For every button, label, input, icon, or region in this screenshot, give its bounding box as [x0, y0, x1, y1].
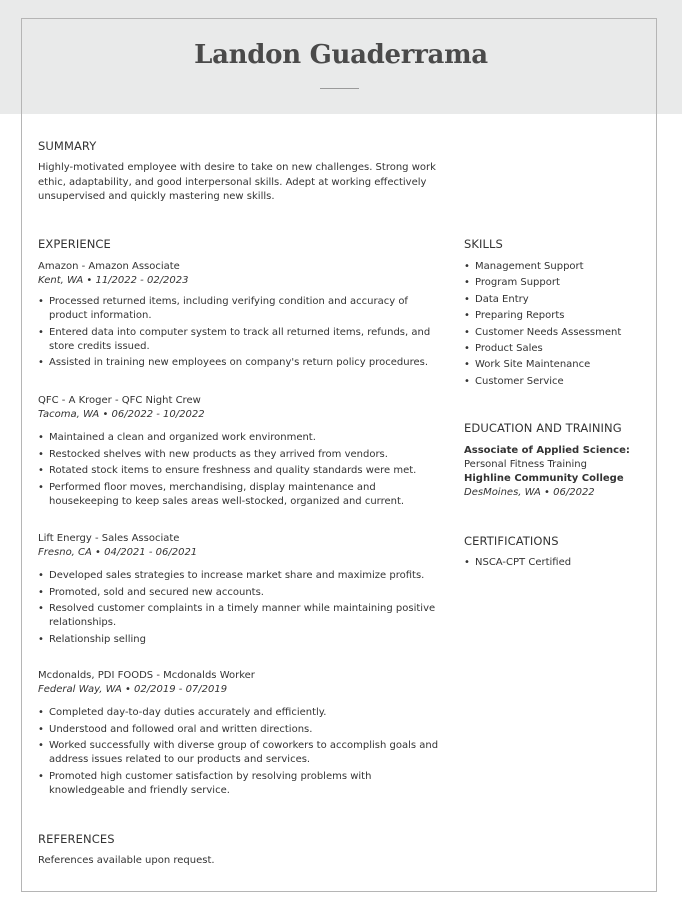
job-title: QFC - A Kroger - QFC Night Crew	[38, 395, 201, 406]
list-item: • Developed sales strategies to increase market share and maximize profits.	[38, 569, 446, 583]
list-item: • Work Site Maintenance	[464, 358, 644, 372]
job-title: Lift Energy - Sales Associate	[38, 533, 180, 544]
education-degree: Associate of Applied Science:	[464, 445, 630, 456]
name-divider	[320, 88, 359, 89]
list-item: • Entered data into computer system to track all returned items, refunds, and store credits issued.	[38, 326, 446, 354]
certifications-list	[464, 556, 644, 573]
list-item: • Product Sales	[464, 342, 644, 356]
list-item: • Management Support	[464, 260, 644, 274]
summary-heading: SUMMARY	[38, 139, 97, 153]
list-item: • Maintained a clean and organized work environment.	[38, 431, 446, 445]
job-meta: Federal Way, WA • 02/2019 - 07/2019	[38, 684, 228, 695]
skills-list	[464, 260, 644, 391]
references-heading: REFERENCES	[38, 832, 115, 846]
education-field: Personal Fitness Training	[464, 459, 587, 470]
list-item: • Program Support	[464, 276, 644, 290]
list-item: • Performed floor moves, merchandising, display maintenance and housekeeping to keep sales areas well-stocked, organized and current.	[38, 481, 446, 509]
list-item: • Promoted high customer satisfaction by resolving problems with knowledgeable and friendly service.	[38, 770, 446, 798]
list-item: • Worked successfully with diverse group of coworkers to accomplish goals and address issues related to our products and services.	[38, 739, 446, 767]
list-item: • Customer Service	[464, 375, 644, 389]
education-school: Highline Community College	[464, 473, 624, 484]
list-item: • Processed returned items, including verifying condition and accuracy of product information.	[38, 295, 446, 323]
education-heading: EDUCATION AND TRAINING	[464, 421, 622, 435]
list-item: • Understood and followed oral and written directions.	[38, 723, 446, 737]
list-item: • NSCA-CPT Certified	[464, 556, 644, 570]
candidate-name: Landon Guaderrama	[194, 40, 488, 70]
list-item: • Relationship selling	[38, 633, 446, 647]
education-meta: DesMoines, WA • 06/2022	[464, 487, 595, 498]
list-item: • Completed day-to-day duties accurately and efficiently.	[38, 706, 446, 720]
job-meta: Kent, WA • 11/2022 - 02/2023	[38, 275, 189, 286]
list-item: • Resolved customer complaints in a timely manner while maintaining positive relationships.	[38, 602, 446, 630]
list-item: • Data Entry	[464, 293, 644, 307]
list-item: • Customer Needs Assessment	[464, 326, 644, 340]
list-item: • Rotated stock items to ensure freshness and quality standards were met.	[38, 464, 446, 478]
list-item: • Preparing Reports	[464, 309, 644, 323]
job-meta: Fresno, CA • 04/2021 - 06/2021	[38, 547, 198, 558]
list-item: • Assisted in training new employees on company's return policy procedures.	[38, 356, 446, 370]
job-bullets	[38, 706, 446, 800]
job-bullets	[38, 295, 446, 373]
experience-heading: EXPERIENCE	[38, 237, 111, 251]
job-title: Mcdonalds, PDI FOODS - Mcdonalds Worker	[38, 670, 255, 681]
skills-heading: SKILLS	[464, 237, 503, 251]
summary-text: Highly-motivated employee with desire to take on new challenges. Strong work ethic, adaptability, and good interpersonal skills. Adept at working effectively unsupervised and quickly mastering new skills.	[38, 162, 436, 202]
certifications-heading: CERTIFICATIONS	[464, 534, 559, 548]
job-title: Amazon - Amazon Associate	[38, 261, 180, 272]
job-bullets	[38, 431, 446, 511]
job-meta: Tacoma, WA • 06/2022 - 10/2022	[38, 409, 205, 420]
list-item: • Promoted, sold and secured new accounts.	[38, 586, 446, 600]
list-item: • Restocked shelves with new products as they arrived from vendors.	[38, 448, 446, 462]
job-bullets	[38, 569, 446, 649]
references-text: References available upon request.	[38, 855, 215, 866]
